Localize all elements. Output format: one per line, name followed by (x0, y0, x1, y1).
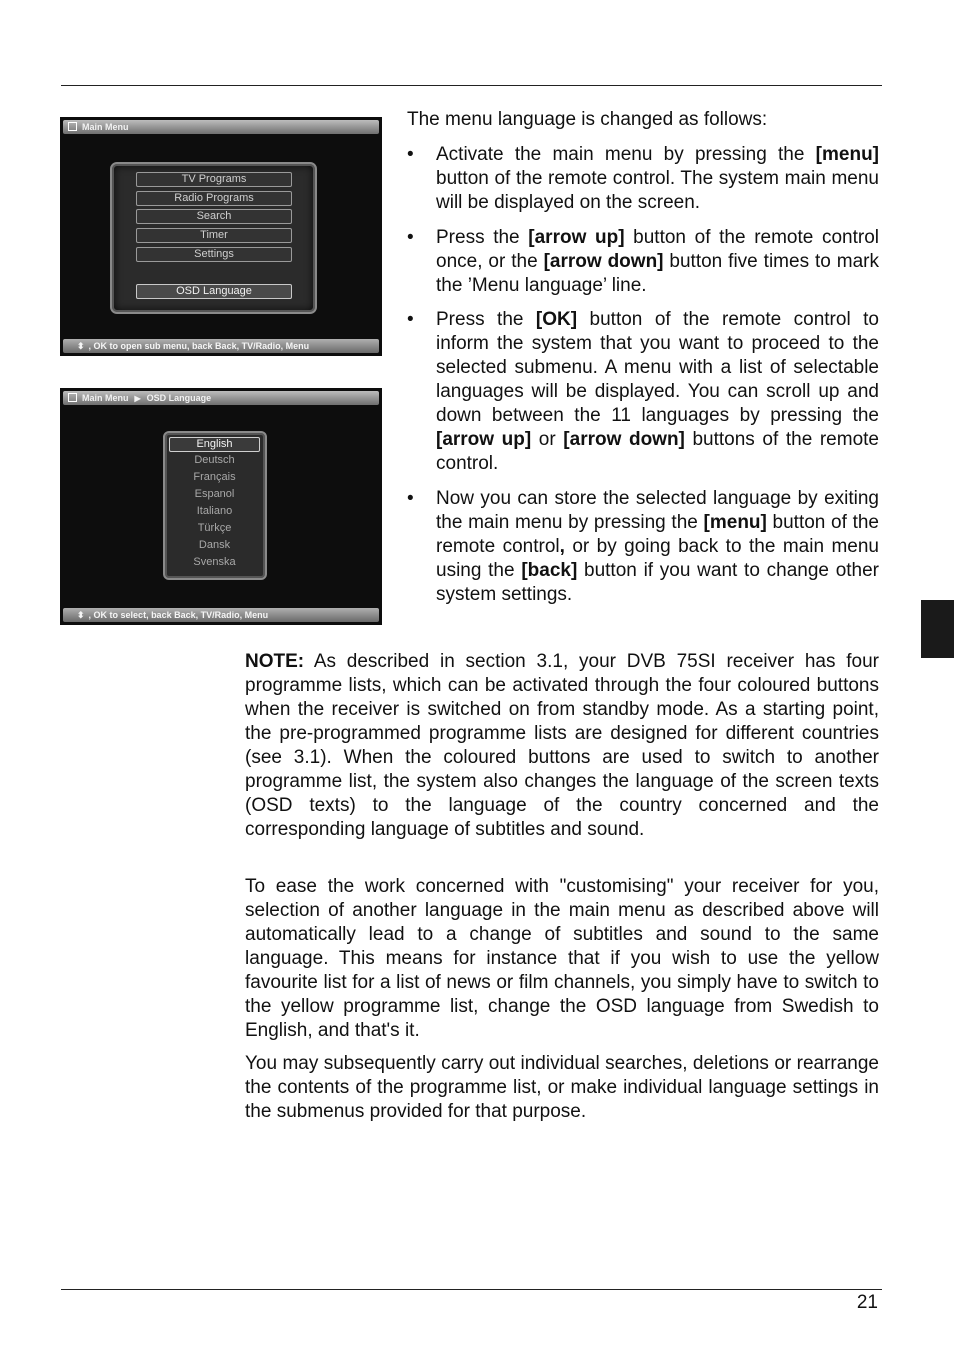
step-text: button of the remote control to inform the system that you want to proceed to the selected submenu. A menu with a list of selectable languages will be displayed. You can scroll up and down between the 11 languages by pressing the (436, 309, 879, 426)
step-text: or (531, 429, 564, 450)
note-label: NOTE: (245, 651, 305, 672)
individual-settings-paragraph: You may subsequently carry out individual searches, deletions or rearrange the contents of the programme list, or make individual language settings in the submenus provided for that purpose. (245, 1053, 879, 1122)
menu-item-radio-programs[interactable]: Radio Programs (136, 191, 292, 206)
step-open-submenu (407, 308, 879, 476)
key-arrow-up: [arrow up] (528, 227, 625, 248)
menu-item-osd-language[interactable]: OSD Language (136, 284, 292, 299)
language-item-espanol[interactable]: Espanol (194, 488, 235, 500)
step-text: or by going back to the main menu using the (436, 536, 879, 581)
key-menu: [menu] (703, 512, 767, 533)
chapter-side-tab (921, 600, 954, 658)
language-item-dansk[interactable]: Dansk (198, 539, 231, 551)
step-text: Now you can store the selected language by exiting the main menu by pressing the (436, 488, 879, 533)
up-down-arrow-icon: ⬍ (77, 341, 85, 351)
language-item-francais[interactable]: Français (193, 471, 236, 483)
key-menu: [menu] (815, 144, 879, 165)
step-mark-language-line (407, 226, 879, 298)
step-activate-menu (407, 143, 879, 215)
key-back: [back] (521, 560, 578, 581)
screen-title-bar (63, 391, 379, 405)
menu-box-icon (68, 122, 77, 131)
main-menu-panel (110, 162, 317, 314)
screen-footer-hint: , OK to open sub menu, back Back, TV/Radio, Menu (88, 341, 310, 351)
menu-item-search[interactable]: Search (136, 209, 292, 224)
screen-title-root: Main Menu (82, 393, 129, 403)
step-text: button of the remote control. The system main menu will be displayed on the screen. (436, 168, 879, 213)
intro-text: The menu language is changed as follows: (407, 109, 768, 130)
menu-item-timer[interactable]: Timer (136, 228, 292, 243)
step-text: buttons of the remote control. (436, 429, 879, 474)
footer-rule (61, 1289, 882, 1290)
screen-title-bar (63, 120, 379, 134)
menu-item-settings[interactable]: Settings (136, 247, 292, 262)
menu-box-icon (68, 393, 77, 402)
key-arrow-up: [arrow up] (436, 429, 532, 450)
menu-item-tv-programs[interactable]: TV Programs (136, 172, 292, 187)
language-item-english[interactable]: English (169, 437, 260, 452)
header-rule (61, 85, 882, 86)
step-text: Activate the main menu by pressing the (436, 144, 816, 165)
screen-footer-hint: , OK to select, back Back, TV/Radio, Menu (88, 610, 269, 620)
note-paragraph (245, 650, 879, 842)
screen-footer-bar (63, 608, 379, 622)
step-text: button five times to mark the ’Menu language’ line. (436, 251, 879, 296)
language-list-panel (163, 431, 267, 580)
main-menu-screenshot (60, 117, 382, 356)
step-text: button of the remote control once, or the (436, 227, 879, 272)
step-text: Press the (436, 227, 529, 248)
up-down-arrow-icon: ⬍ (77, 610, 85, 620)
language-item-deutsch[interactable]: Deutsch (194, 454, 235, 466)
step-text: Press the (436, 309, 536, 330)
key-arrow-down: [arrow down] (563, 429, 685, 450)
screen-title-sub: OSD Language (146, 393, 212, 403)
key-ok: [OK] (535, 309, 578, 330)
customising-paragraph: To ease the work concerned with "customising" your receiver for you, selection of another language in the main menu as described above will automatically lead to a change of subtitles and sound to the same language. This means for instance that if you wish to use the yellow favourite list for a list of news or film channels, you simply have to switch to the yellow programme list, change the OSD language from Swedish to English, and that's it. (245, 876, 879, 1041)
step-text: button of the remote control (436, 512, 879, 557)
breadcrumb-arrow-icon: ▶ (134, 394, 141, 403)
note-text: As described in section 3.1, your DVB 75SI receiver has four programme lists, which can be activated through the four coloured buttons when the receiver is switched on from standby mode. As a starting point, the pre-programmed programme lists are designed for different countries (see 3.1). When the coloured buttons are used to switch to another programme list, the system also changes the language of the screen texts (OSD texts) to the language of the country concerned and the corresponding language of subtitles and sound. (245, 651, 879, 840)
page-number: 21 (856, 1292, 878, 1313)
osd-language-screenshot (60, 388, 382, 625)
screen-title: Main Menu (82, 122, 129, 132)
step-text: button if you want to change other system settings. (436, 560, 879, 605)
instruction-steps (407, 143, 879, 607)
step-comma: , (559, 536, 565, 557)
language-item-svenska[interactable]: Svenska (193, 556, 236, 568)
key-arrow-down: [arrow down] (543, 251, 664, 272)
screen-footer-bar (63, 339, 379, 353)
step-store-language (407, 487, 879, 607)
language-item-italiano[interactable]: Italiano (196, 505, 233, 517)
language-item-turkce[interactable]: Türkçe (197, 522, 232, 534)
